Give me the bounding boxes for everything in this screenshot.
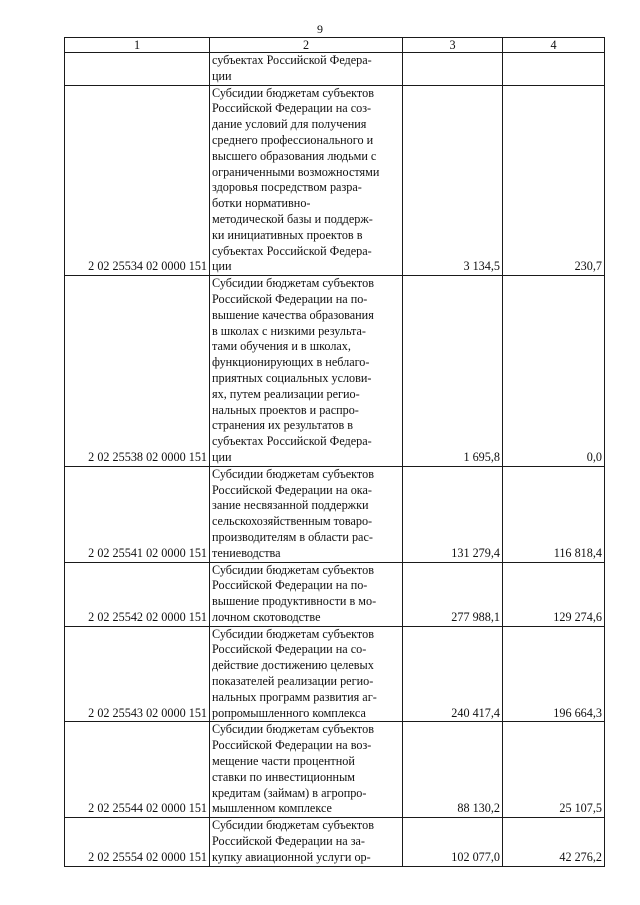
description-line: купку авиационной услуги ор- — [212, 849, 371, 864]
description-line: высшего образования людьми с — [212, 148, 377, 163]
table-row — [65, 276, 605, 467]
description-line: мещение части процентной — [212, 754, 355, 769]
description-line: функционирующих в неблаго- — [212, 355, 370, 370]
amount-col-3-cell: 277 988,1 — [403, 562, 503, 626]
description-cell — [210, 722, 403, 818]
budget-code-cell: 2 02 25541 02 0000 151 — [65, 466, 210, 562]
description-cell — [210, 466, 403, 562]
header-row — [65, 38, 605, 53]
description-line: субъектах Российской Федера- — [212, 243, 372, 258]
amount-col-4-cell: 0,0 — [503, 276, 605, 467]
description-line: Российской Федерации на по- — [212, 578, 368, 593]
table-row — [65, 562, 605, 626]
description-line: Российской Федерации на ока- — [212, 482, 372, 497]
description-line: ции — [212, 259, 232, 274]
description-line: Субсидии бюджетам субъектов — [212, 626, 374, 641]
description-line: тами обучения и в школах, — [212, 339, 351, 354]
amount-col-4-cell: 196 664,3 — [503, 626, 605, 722]
description-line: показателей реализации регио- — [212, 674, 374, 689]
description-line: субъектах Российской Федера- — [212, 434, 372, 449]
header-col-3: 3 — [403, 38, 503, 53]
description-cell — [210, 276, 403, 467]
header-col-4: 4 — [503, 38, 605, 53]
description-line: Российской Федерации на по- — [212, 291, 368, 306]
description-line: ки инициативных проектов в — [212, 227, 363, 242]
budget-code-cell: 2 02 25543 02 0000 151 — [65, 626, 210, 722]
amount-col-3-cell: 3 134,5 — [403, 85, 503, 276]
description-line: Субсидии бюджетам субъектов — [212, 722, 374, 737]
amount-col-4-cell: 42 276,2 — [503, 818, 605, 866]
description-cell — [210, 85, 403, 276]
description-line: дание условий для получения — [212, 117, 367, 132]
description-line: ции — [212, 449, 232, 464]
budget-code-cell: 2 02 25544 02 0000 151 — [65, 722, 210, 818]
description-line: Российской Федерации на соз- — [212, 101, 372, 116]
amount-col-3-cell: 1 695,8 — [403, 276, 503, 467]
table-body — [65, 53, 605, 867]
budget-code-cell: 2 02 25554 02 0000 151 — [65, 818, 210, 866]
table-row — [65, 466, 605, 562]
budget-code-cell: 2 02 25538 02 0000 151 — [65, 276, 210, 467]
description-line: ставки по инвестиционным — [212, 769, 355, 784]
budget-code-cell — [65, 53, 210, 86]
table-row — [65, 85, 605, 276]
page-number: 9 — [317, 22, 323, 36]
description-cell — [210, 562, 403, 626]
budget-table — [64, 37, 605, 867]
budget-code-cell: 2 02 25534 02 0000 151 — [65, 85, 210, 276]
description-line: мышленном комплексе — [212, 801, 332, 816]
amount-col-4-cell: 129 274,6 — [503, 562, 605, 626]
description-line: сельскохозяйственным товаро- — [212, 514, 373, 529]
description-line: методической базы и поддерж- — [212, 211, 373, 226]
description-line: среднего профессионального и — [212, 132, 374, 147]
description-line: ропромышленного комплекса — [212, 705, 366, 720]
amount-col-4-cell: 230,7 — [503, 85, 605, 276]
amount-col-3-cell: 88 130,2 — [403, 722, 503, 818]
amount-col-4-cell — [503, 53, 605, 86]
description-line: кредитам (займам) в агропро- — [212, 785, 367, 800]
amount-col-3-cell: 131 279,4 — [403, 466, 503, 562]
description-line: нальных программ развития аг- — [212, 689, 377, 704]
description-line: ях, путем реализации регио- — [212, 386, 360, 401]
description-line: Российской Федерации на за- — [212, 834, 365, 849]
description-line: здоровья посредством разра- — [212, 180, 362, 195]
description-line: действие достижению целевых — [212, 658, 374, 673]
amount-col-3-cell: 102 077,0 — [403, 818, 503, 866]
description-line: лочном скотоводстве — [212, 609, 321, 624]
description-line: вышение продуктивности в мо- — [212, 594, 377, 609]
description-line: вышение качества образования — [212, 307, 374, 322]
header-col-1: 1 — [65, 38, 210, 53]
description-line: производителям в области рас- — [212, 529, 373, 544]
table-row — [65, 626, 605, 722]
description-line: ограниченными возможностями — [212, 164, 380, 179]
description-line: Российской Федерации на воз- — [212, 738, 372, 753]
table-row — [65, 722, 605, 818]
amount-col-4-cell: 25 107,5 — [503, 722, 605, 818]
header-col-2: 2 — [210, 38, 403, 53]
description-line: ботки нормативно- — [212, 196, 311, 211]
table-row — [65, 53, 605, 86]
description-line: странения их результатов в — [212, 418, 354, 433]
description-line: Субсидии бюджетам субъектов — [212, 466, 374, 481]
amount-col-3-cell — [403, 53, 503, 86]
description-line: зание несвязанной поддержки — [212, 498, 369, 513]
description-line: Субсидии бюджетам субъектов — [212, 276, 374, 291]
description-line: тениеводства — [212, 545, 281, 560]
description-line: субъектах Российской Федера- — [212, 53, 372, 67]
description-line: Субсидии бюджетам субъектов — [212, 818, 374, 833]
budget-code-cell: 2 02 25542 02 0000 151 — [65, 562, 210, 626]
description-cell — [210, 53, 403, 86]
table-row — [65, 818, 605, 866]
description-line: ции — [212, 68, 232, 83]
description-line: Субсидии бюджетам субъектов — [212, 562, 374, 577]
amount-col-3-cell: 240 417,4 — [403, 626, 503, 722]
description-line: приятных социальных услови- — [212, 370, 372, 385]
description-cell — [210, 818, 403, 866]
description-line: Российской Федерации на со- — [212, 642, 367, 657]
description-line: нальных проектов и распро- — [212, 402, 359, 417]
description-cell — [210, 626, 403, 722]
amount-col-4-cell: 116 818,4 — [503, 466, 605, 562]
description-line: в школах с низкими результа- — [212, 323, 366, 338]
description-line: Субсидии бюджетам субъектов — [212, 85, 374, 100]
